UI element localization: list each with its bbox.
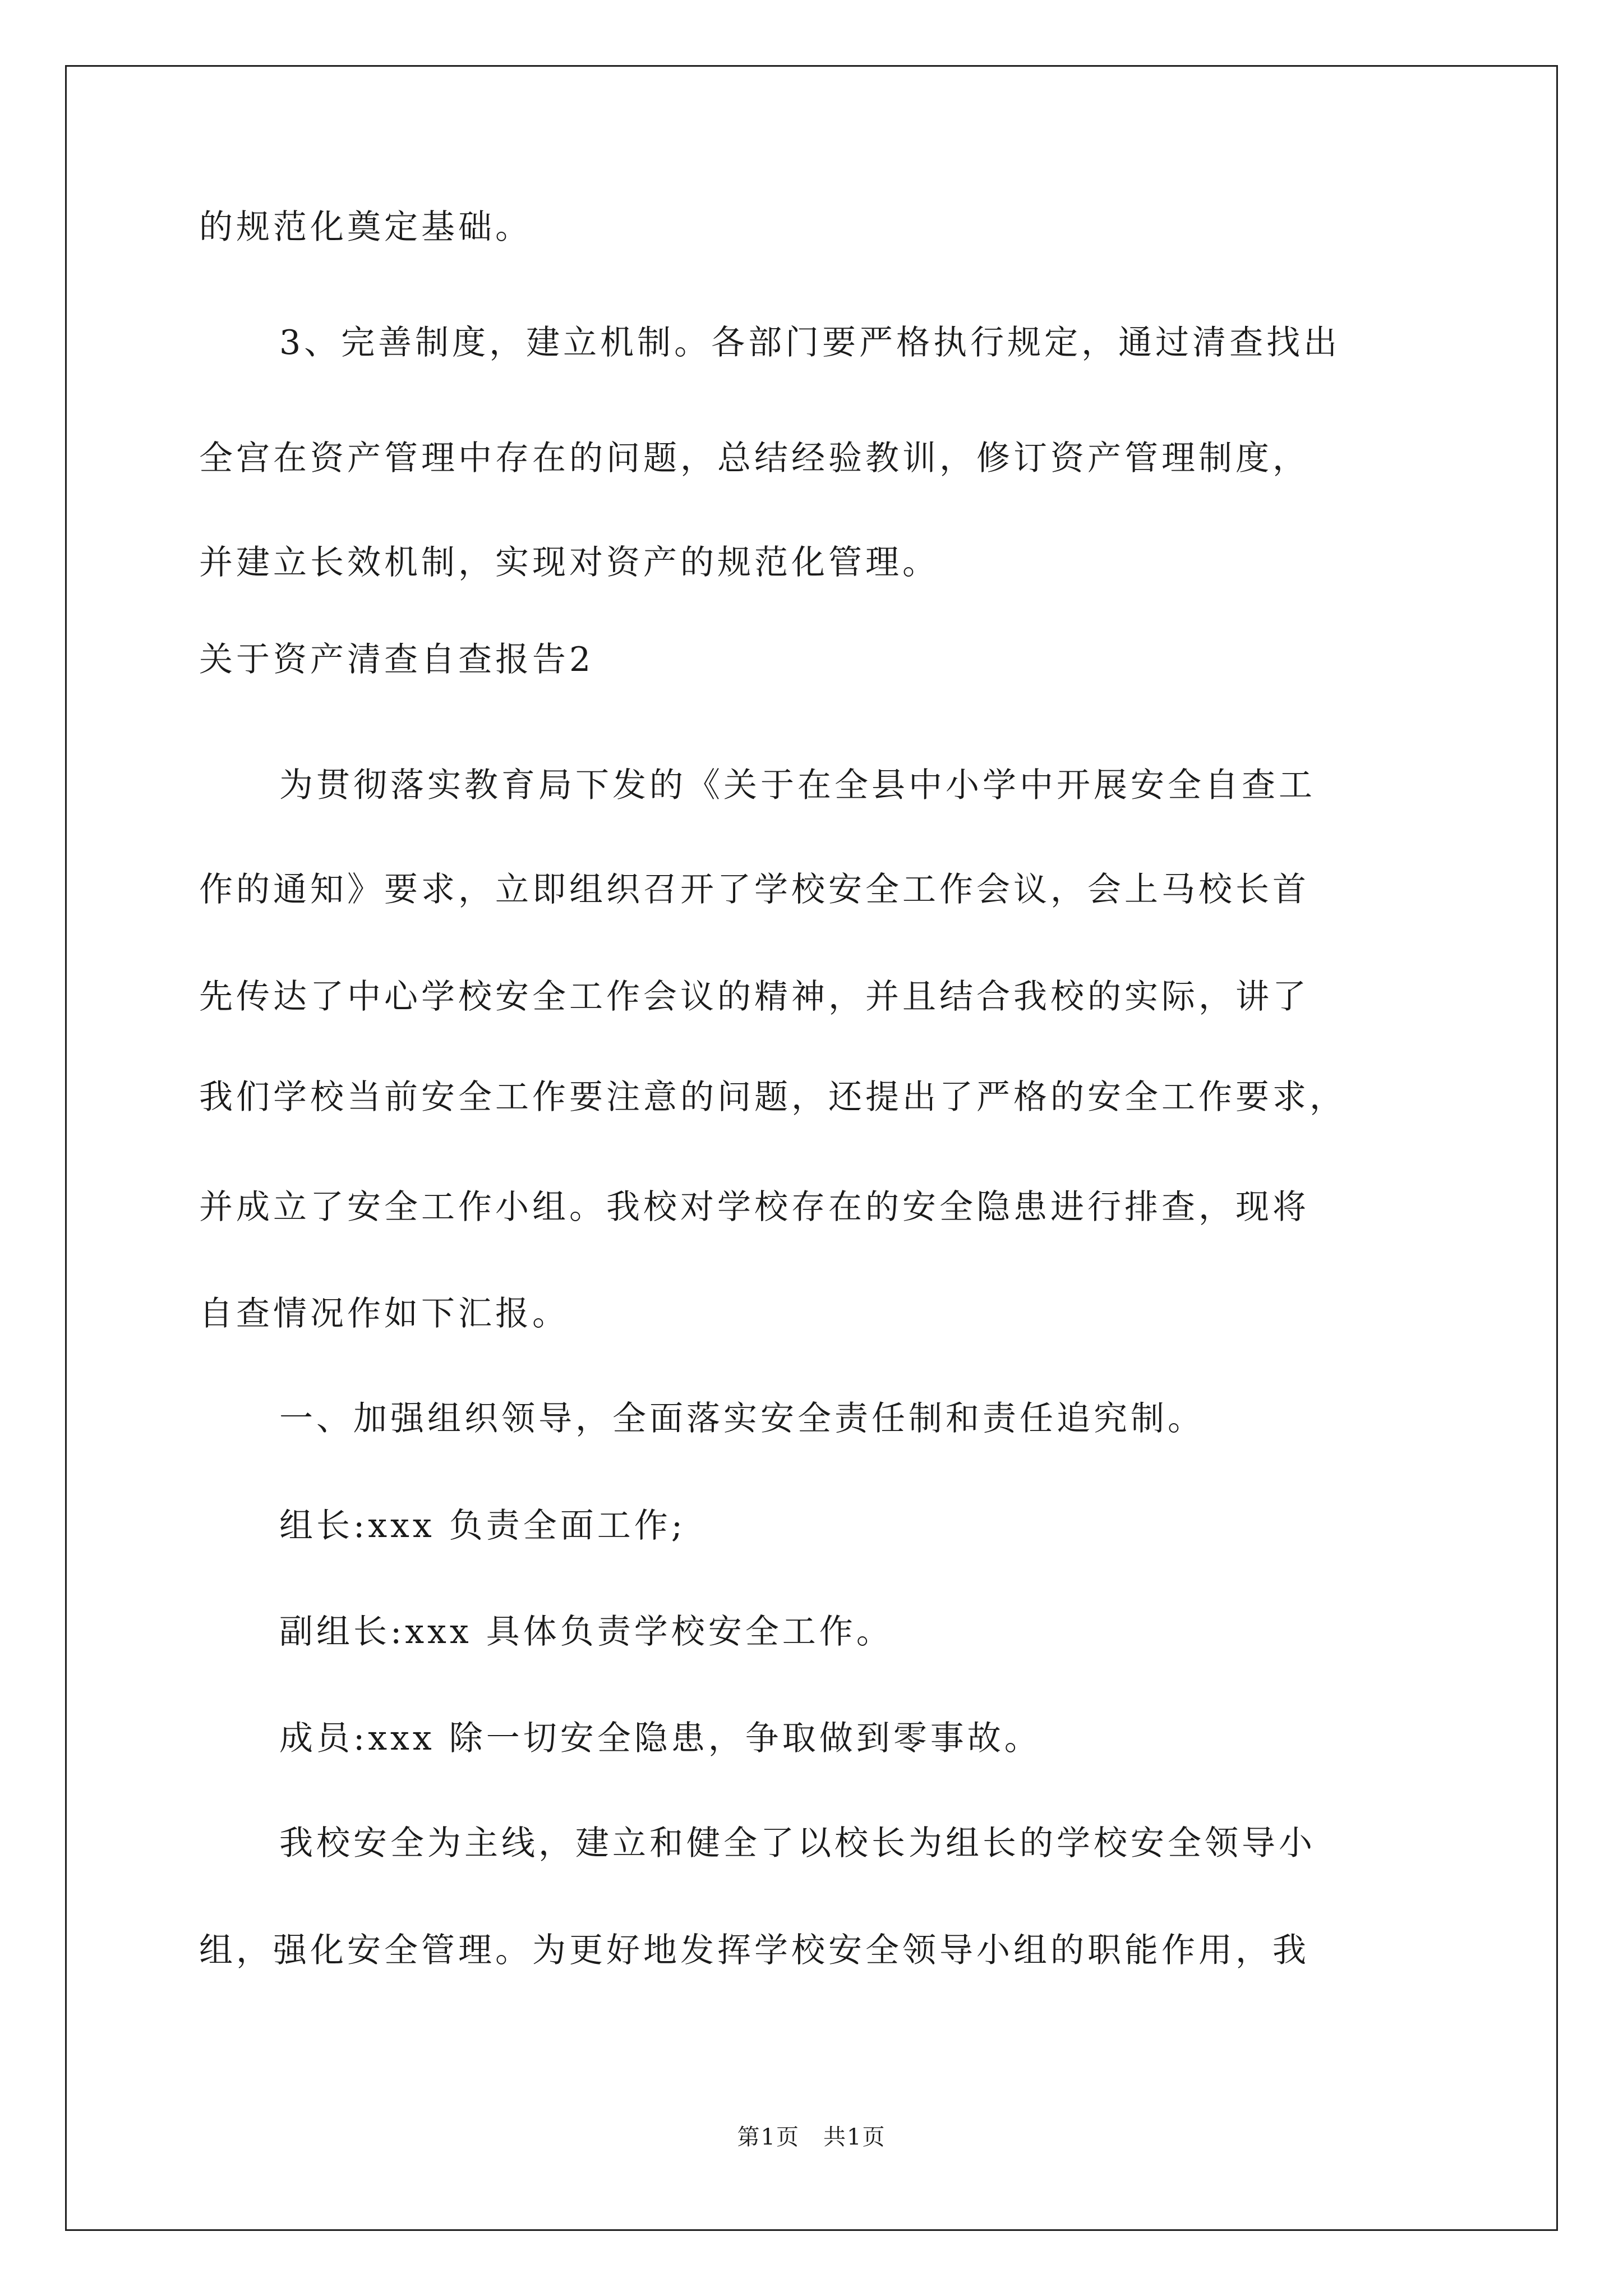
page-border (65, 65, 1558, 2231)
text-line: 组长:xxx 负责全面工作; (279, 1506, 686, 1545)
text-line: 我校安全为主线，建立和健全了以校长为组长的学校安全领导小 (279, 1824, 1316, 1863)
section-heading: 关于资产清查自查报告2 (199, 640, 594, 679)
text-line: 作的通知》要求，立即组织召开了学校安全工作会议，会上马校长首 (199, 870, 1310, 909)
text-line: 一、加强组织领导，全面落实安全责任制和责任追究制。 (279, 1399, 1205, 1438)
text-line: 先传达了中心学校安全工作会议的精神，并且结合我校的实际，讲了 (199, 977, 1310, 1016)
text-line: 自查情况作如下汇报。 (199, 1294, 569, 1333)
text-line: 的规范化奠定基础。 (199, 208, 532, 247)
text-line: 为贯彻落实教育局下发的《关于在全县中小学中开展安全自查工 (279, 766, 1316, 805)
text-line: 并成立了安全工作小组。我校对学校存在的安全隐患进行排查，现将 (199, 1188, 1310, 1227)
text-line: 副组长:xxx 具体负责学校安全工作。 (279, 1612, 893, 1651)
text-line: 成员:xxx 除一切安全隐患，争取做到零事故。 (279, 1719, 1041, 1758)
text-line: 全宫在资产管理中存在的问题，总结经验教训，修订资产管理制度， (199, 439, 1310, 478)
text-line: 3、完善制度，建立机制。各部门要严格执行规定，通过清查找出 (279, 323, 1341, 362)
text-line: 并建立长效机制，实现对资产的规范化管理。 (199, 543, 939, 582)
text-line: 我们学校当前安全工作要注意的问题，还提出了严格的安全工作要求， (199, 1078, 1347, 1117)
text-line: 组，强化安全管理。为更好地发挥学校安全领导小组的职能作用，我 (199, 1931, 1310, 1970)
page-number-footer: 第1页 共1页 (737, 2124, 886, 2150)
